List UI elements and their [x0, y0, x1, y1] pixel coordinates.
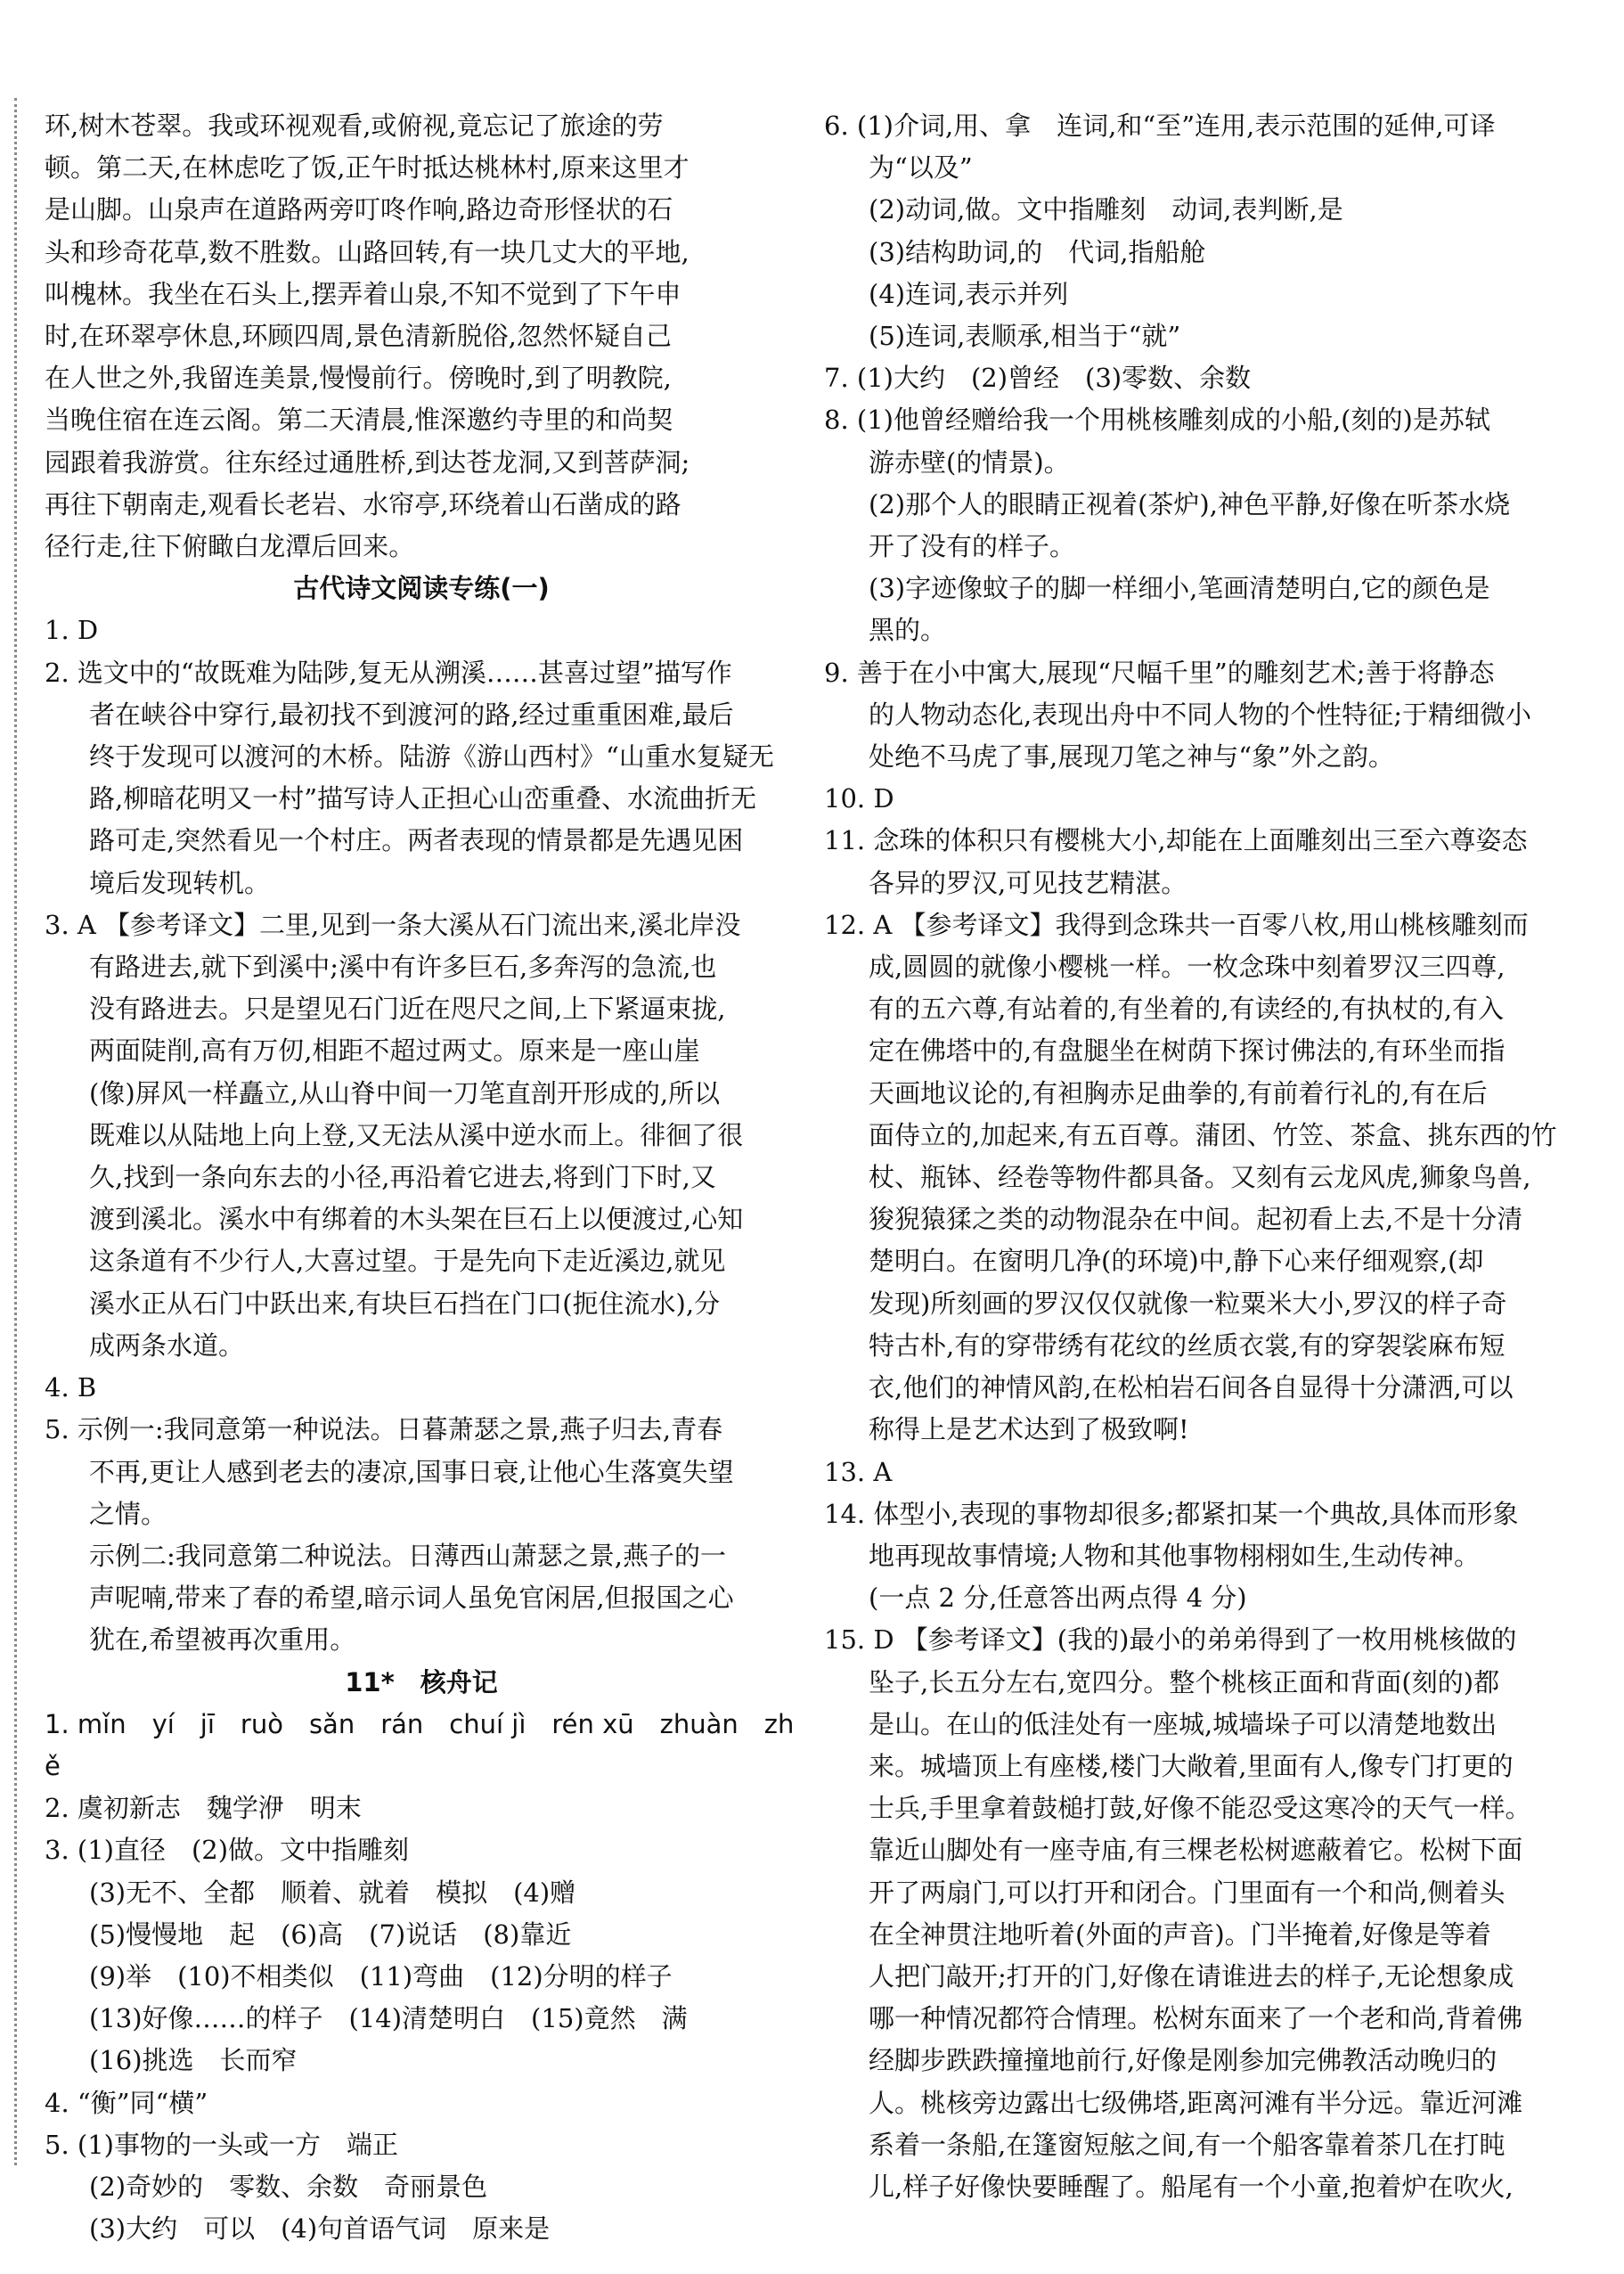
text-line: 头和珍奇花草,数不胜数。山路回转,有一块几丈大的平地, [45, 236, 690, 267]
answer-line: (5)连词,表顺承,相当于“就” [869, 321, 1181, 352]
answer-line: 的人物动态化,表现出舟中不同人物的个性特征;于精细微小 [869, 699, 1531, 730]
answer-line: 定在佛塔中的,有盘腿坐在树荫下探讨佛法的,有环坐而指 [869, 1035, 1506, 1067]
answer-line: 4. B [45, 1372, 97, 1403]
answer-line: 成,圆圆的就像小樱桃一样。一枚念珠中刻着罗汉三四尊, [869, 952, 1506, 983]
answer-line: 是山。在山的低洼处有一座城,城墙垛子可以清楚地数出 [869, 1708, 1498, 1739]
answer-line: 8. (1)他曾经赠给我一个用桃核雕刻成的小船,(刻的)是苏轼 [824, 405, 1490, 436]
answer-line: 天画地议论的,有袒胸赤足曲拳的,有前着行礼的,有在后 [869, 1077, 1488, 1108]
answer-line: 2. 虞初新志 魏学洢 明末 [45, 1793, 362, 1824]
answer-line: 之情。 [89, 1498, 167, 1529]
answer-line: 面侍立的,加起来,有五百尊。蒲团、竹笠、茶盒、挑东西的竹 [869, 1119, 1557, 1150]
answer-line: (3)大约 可以 (4)句首语气词 原来是 [89, 2213, 551, 2245]
answer-line: 儿,样子好像快要睡醒了。船尾有一个小童,抱着炉在吹火, [869, 2171, 1514, 2202]
answer-line: 路可走,突然看见一个村庄。两者表现的情景都是先遇见困 [89, 825, 744, 856]
answer-line: 狻猊猿猱之类的动物混杂在中间。起初看上去,不是十分清 [869, 1204, 1523, 1235]
answer-line: (像)屏风一样矗立,从山脊中间一刀笔直剖开形成的,所以 [89, 1077, 721, 1108]
answer-line: 3. (1)直径 (2)做。文中指雕刻 [45, 1835, 410, 1866]
answer-line: 1. D [45, 615, 99, 646]
answer-line: 人把门敲开;打开的门,好像在请谁进去的样子,无论想象成 [869, 1960, 1514, 1992]
answer-line: 4. “衡”同“横” [45, 2087, 208, 2118]
answer-line: 10. D [824, 783, 894, 814]
answer-line: (2)奇妙的 零数、余数 奇丽景色 [89, 2171, 488, 2202]
section-title: 11* 核舟记 [345, 1666, 498, 1697]
answer-line: (9)举 (10)不相类似 (11)弯曲 (12)分明的样子 [89, 1960, 673, 1992]
answer-line: 系着一条船,在篷窗短舷之间,有一个船客靠着茶几在打盹 [869, 2129, 1506, 2160]
answer-line: (13)好像……的样子 (14)清楚明白 (15)竟然 满 [89, 2003, 688, 2034]
answer-line: 12. A 【参考译文】我得到念珠共一百零八枚,用山桃核雕刻而 [824, 909, 1529, 940]
text-line: 在人世之外,我留连美景,慢慢前行。傍晚时,到了明教院, [45, 363, 672, 394]
answer-line: 13. A [824, 1456, 893, 1487]
answer-line: (3)无不、全都 顺着、就着 模拟 (4)赠 [89, 1877, 576, 1908]
text-line: 当晚住宿在连云阁。第二天清晨,惟深邀约寺里的和尚契 [45, 405, 673, 436]
answer-line: 哪一种情况都符合情理。松树东面来了一个老和尚,背着佛 [869, 2003, 1523, 2034]
answer-line: 14. 体型小,表现的事物却很多;都紧扣某一个典故,具体而形象 [824, 1498, 1519, 1529]
answer-line: 两面陡削,高有万仞,相距不超过两丈。原来是一座山崖 [89, 1035, 700, 1067]
answer-line: 渡到溪北。溪水中有绑着的木头架在巨石上以便渡过,心知 [89, 1204, 744, 1235]
text-line: 园跟着我游赏。往东经过通胜桥,到达苍龙洞,又到菩萨洞; [45, 446, 690, 478]
answer-line: 既难以从陆地上向上登,又无法从溪中逆水而上。徘徊了很 [89, 1119, 744, 1150]
text-line: 是山脚。山泉声在道路两旁叮咚作响,路边奇形怪状的石 [45, 194, 673, 225]
answer-line: 开了两扇门,可以打开和闭合。门里面有一个和尚,侧着头 [869, 1877, 1506, 1908]
pinyin-answer-line: 1. mǐn yí jī ruò sǎn rán chuí jì rén xū zhuàn zhě [45, 1708, 795, 1781]
answer-line: 处绝不马虎了事,展现刀笔之神与“象”外之韵。 [869, 741, 1394, 773]
right-column [824, 105, 1579, 2208]
answer-line: 特古朴,有的穿带绣有花纹的丝质衣裳,有的穿袈裟麻布短 [869, 1329, 1506, 1361]
answer-line: (一点 2 分,任意答出两点得 4 分) [869, 1583, 1247, 1614]
answer-line: 在全神贯注地听着(外面的声音)。门半掩着,好像是等着 [869, 1918, 1491, 1950]
answer-line: 为“以及” [869, 152, 973, 184]
section-title: 古代诗文阅读专练(一) [293, 573, 550, 604]
answer-line: 成两条水道。 [89, 1329, 245, 1361]
text-line: 径行走,往下俯瞰白龙潭后回来。 [45, 531, 415, 562]
left-column [45, 105, 798, 2250]
answer-line: 15. D 【参考译文】(我的)最小的弟弟得到了一枚用桃核做的 [824, 1624, 1517, 1656]
answer-line: 地再现故事情境;人物和其他事物栩栩如生,生动传神。 [869, 1540, 1480, 1571]
text-line: 顿。第二天,在林虑吃了饭,正午时抵达桃林村,原来这里才 [45, 152, 690, 184]
answer-line: 溪水正从石门中跃出来,有块巨石挡在门口(扼住流水),分 [89, 1288, 721, 1319]
answer-line: 衣,他们的神情风韵,在松柏岩石间各自显得十分潇洒,可以 [869, 1372, 1514, 1403]
answer-line: (2)那个人的眼睛正视着(茶炉),神色平静,好像在听茶水烧 [869, 488, 1511, 519]
answer-line: (5)慢慢地 起 (6)高 (7)说话 (8)靠近 [89, 1918, 572, 1950]
answer-line: 久,找到一条向东去的小径,再沿着它进去,将到门下时,又 [89, 1162, 716, 1193]
answer-line: 者在峡谷中穿行,最初找不到渡河的路,经过重重困难,最后 [89, 699, 734, 730]
answer-line: 5. 示例一:我同意第一种说法。日暮萧瑟之景,燕子归去,青春 [45, 1414, 723, 1445]
answer-line: 楚明白。在窗明几净(的环境)中,静下心来仔细观察,(却 [869, 1246, 1484, 1277]
answer-line: 终于发现可以渡河的木桥。陆游《游山西村》“山重水复疑无 [89, 741, 774, 773]
answer-line: 靠近山脚处有一座寺庙,有三棵老松树遮蔽着它。松树下面 [869, 1835, 1523, 1866]
answer-line: 犹在,希望被再次重用。 [89, 1624, 356, 1656]
answer-line: 境后发现转机。 [89, 867, 271, 898]
answer-line: 6. (1)介词,用、拿 连词,和“至”连用,表示范围的延伸,可译 [824, 110, 1496, 141]
answer-line: 5. (1)事物的一头或一方 端正 [45, 2129, 398, 2160]
answer-line: 3. A 【参考译文】二里,见到一条大溪从石门流出来,溪北岸没 [45, 909, 741, 940]
text-line: 叫槐林。我坐在石头上,摆弄着山泉,不知不觉到了下午申 [45, 278, 681, 309]
answer-line: 游赤壁(的情景)。 [869, 446, 1070, 478]
answer-line: (3)字迹像蚊子的脚一样细小,笔画清楚明白,它的颜色是 [869, 573, 1490, 604]
answer-line: 发现)所刻画的罗汉仅仅就像一粒粟米大小,罗汉的样子奇 [869, 1288, 1507, 1319]
binding-fold-line [14, 98, 17, 2165]
answer-line: 各异的罗汉,可见技艺精湛。 [869, 867, 1187, 898]
answer-line: 开了没有的样子。 [869, 531, 1076, 562]
answer-line: 人。桃核旁边露出七级佛塔,距离河滩有半分远。靠近河滩 [869, 2087, 1523, 2118]
answer-line: 称得上是艺术达到了极致啊! [869, 1414, 1189, 1445]
text-line: 再往下朝南走,观看长老岩、水帘亭,环绕着山石凿成的路 [45, 488, 681, 519]
answer-line: (2)动词,做。文中指雕刻 动词,表判断,是 [869, 194, 1343, 225]
answer-line: 声呢喃,带来了春的希望,暗示词人虽免官闲居,但报国之心 [89, 1583, 734, 1614]
answer-line: (3)结构助词,的 代词,指船舱 [869, 236, 1206, 267]
answer-line: 有路进去,就下到溪中;溪中有许多巨石,多奔泻的急流,也 [89, 952, 717, 983]
answer-line: (16)挑选 长而窄 [89, 2045, 298, 2076]
answer-line: 这条道有不少行人,大喜过望。于是先向下走近溪边,就见 [89, 1246, 726, 1277]
answer-line: 示例二:我同意第二种说法。日薄西山萧瑟之景,燕子的一 [89, 1540, 726, 1571]
text-line: 时,在环翠亭休息,环顾四周,景色清新脱俗,忽然怀疑自己 [45, 321, 672, 352]
answer-line: (4)连词,表示并列 [869, 278, 1069, 309]
answer-line: 没有路进去。只是望见石门近在咫尺之间,上下紧逼束拢, [89, 994, 726, 1025]
answer-line: 路,柳暗花明又一村”描写诗人正担心山峦重叠、水流曲折无 [89, 783, 757, 814]
answer-line: 有的五六尊,有站着的,有坐着的,有读经的,有执杖的,有入 [869, 994, 1505, 1025]
text-line: 环,树木苍翠。我或环视观看,或俯视,竟忘记了旅途的劳 [45, 110, 664, 141]
answer-line: 杖、瓶钵、经卷等物件都具备。又刻有云龙风虎,狮象鸟兽, [869, 1162, 1531, 1193]
answer-line: 7. (1)大约 (2)曾经 (3)零数、余数 [824, 363, 1252, 394]
answer-line: 坠子,长五分左右,宽四分。整个桃核正面和背面(刻的)都 [869, 1666, 1500, 1697]
answer-line: 不再,更让人感到老去的凄凉,国事日衰,让他心生落寞失望 [89, 1456, 734, 1487]
answer-line: 士兵,手里拿着鼓槌打鼓,好像不能忍受这寒冷的天气一样。 [869, 1793, 1531, 1824]
answer-line: 黑的。 [869, 615, 947, 646]
answer-line: 经脚步跌跌撞撞地前行,好像是刚参加完佛教活动晚归的 [869, 2045, 1498, 2076]
answer-line: 2. 选文中的“故既难为陆陟,复无从溯溪……甚喜过望”描写作 [45, 657, 732, 688]
answer-line: 来。城墙顶上有座楼,楼门大敞着,里面有人,像专门打更的 [869, 1750, 1514, 1781]
answer-line: 9. 善于在小中寓大,展现“尺幅千里”的雕刻艺术;善于将静态 [824, 657, 1495, 688]
answer-line: 11. 念珠的体积只有樱桃大小,却能在上面雕刻出三至六尊姿态 [824, 825, 1528, 856]
